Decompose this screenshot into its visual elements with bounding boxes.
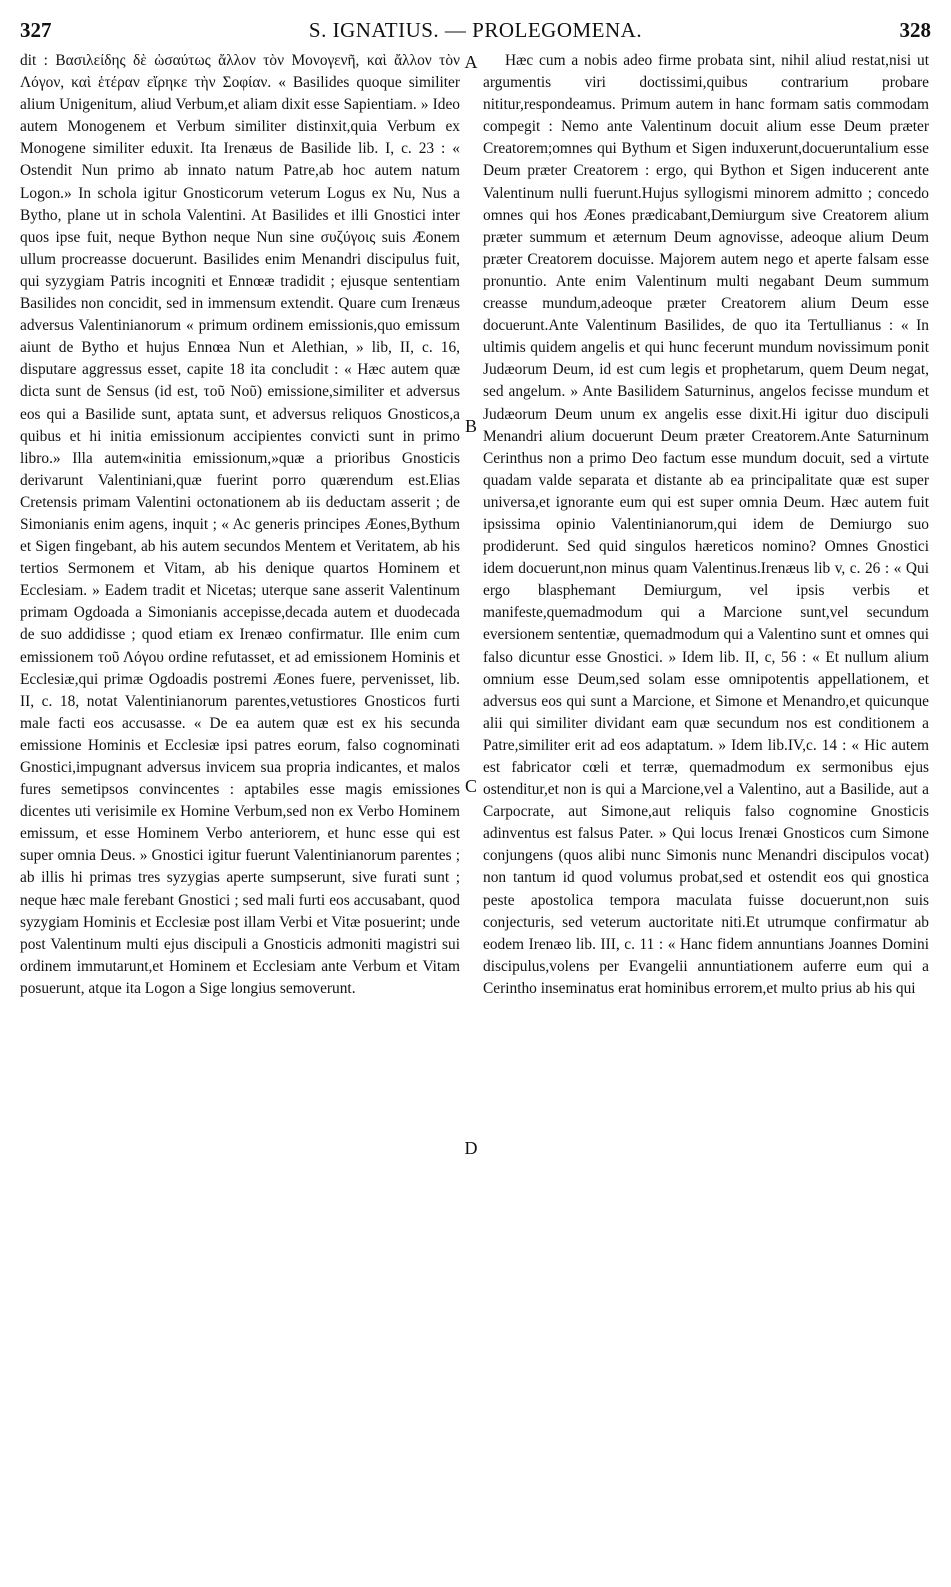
running-header [20, 14, 931, 44]
section-marker-a: A [464, 52, 478, 72]
right-column [483, 50, 929, 1000]
running-title: S. IGNATIUS. — PROLEGOMENA. [308, 18, 643, 42]
left-column [20, 50, 460, 1000]
section-marker-d: D [464, 1138, 478, 1158]
page-number-left: 327 [20, 18, 52, 42]
left-column-text: dit : Βασιλείδης δὲ ὡσαύτως ἄλλον τὸν Μονογενῆ, καὶ ἄλλον τὸν Λόγον, καὶ ἑτέραν εἴρηκε τὴν Σοφίαν. « Basilides quoque similiter alium Unigenitum, aliud Verbum,et aliam dixit esse Sapientiam. » Ideo autem Monogenem et Verbum similiter distinxit,quia Verbum ex Monogene similiter eduxit. Ita Irenæus de Basilide lib. I, c. 23 : « Ostendit Nun primo ab innato natum Patre,ab hoc autem natum Logon.» In schola igitur Gnosticorum veterum Logus ex Nu, Nus a Bytho, plane ut in schola Valentini. At Basilides et illi Gnostici inter quos ipse fuit, neque Bython neque Nun sine συζύγοις suis Æonem ullum procreasse docuerunt. Basilides enim Menandri discipulus fuit, qui syzygiam Patris incogniti et Ennœæ tradidit ; ejusque sententiam Basilides non concidit, sed in immensum extendit. Quare cum Irenæus adversus Valentinianorum « primum ordinem emissionis,quo emissum aiunt de Bytho et hujus Ennœa Nun et Alethian, » lib, II, c. 16, disputare aggressus esset, capite 18 ita concludit : « Hæc autem quæ dicta sunt de Sensus (id est, τοῦ Νοῦ) emissione,similiter et adversus eos qui a Basilide sunt, aptata sunt, et adversus reliquos Gnosticos,a quibus et hi initia emissionum accipientes convicti sunt in primo libro.» Illa autem«initia emissionum,»quæ a prioribus Gnosticis derivarunt Valentiniani,quæ fuerint porro quærendum est.Elias Cretensis primam Valentini octonationem ab iis deductam asserit ; de Simonianis enim agens, inquit ; « Ac generis principes Æones,Bythum et Sigen fingebant, ab his autem secundos Mentem et Veritatem, ab his tertios Sermonem et Vitam, ab his denique quartos Hominem et Ecclesiam. » Eadem tradit et Nicetas; uterque sane asserit Valentinum primam Ogdoada a Simonianis accepisse,decada autem et duodecada de suo addidisse ; quod etiam ex Irenæo confirmatur. Ille enim cum emissionem τοῦ Λόγου ordine refutasset, et ad emissionem Hominis et Ecclesiæ,qui primæ Ogdoadis postremi Æones fuere, pervenisset, lib. II, c. 18, notat Valentinianorum parentes,vetustiores Gnosticos furti male facti eos accusasse. « De ea autem quæ est ex his secunda emissione Hominis et Ecclesiæ ipsi patres eorum, falso cognominati Gnostici,impugnant adversus invicem sua propria indicantes, et malos fures semetipsos convincentes : aptabiles esse magis emissiones dicentes uti verisimile ex Homine Verbum,sed non ex Verbo Hominem emissum, et esse Hominem Verbo anteriorem, et hunc esse qui est super omnia Deus. » Gnostici igitur fuerunt Valentinianorum parentes ; ab illis hi primas tres syzygias aperte sumpserunt, sive furati sunt ; neque hæc male ferebant Gnostici ; sed mali furti eos accusabant, quod syzygiam Hominis et Ecclesiæ post illam Verbi et Vitæ posuerint; unde post Valentinum multi ejus discipuli a Gnosticis admoniti magistri sui ordinem immutarunt,et Hominem et Ecclesiam ante Verbum et Vitam posuerunt, atque ita Logon a Sige longius semoverunt. [20, 52, 460, 997]
right-column-text: Hæc cum a nobis adeo firme probata sint, nihil aliud restat,nisi ut argumentis viri doctissimi,quibus contrarium probare nititur,respondeamus. Primum autem in hanc formam satis commodam compegit : Nemo ante Valentinum docuit alium esse Deum præter Creatorem;omnes qui Bythum et Sigen induxerunt,docueruntalium esse Deum præter Creatorem : ergo, qui Bython et Sigen inducerent ante Valentinum nulli fuerunt.Hujus syllogismi minorem admitto ; concedo omnes qui hos Æones prædicabant,Demiurgum sive Creatorem alium præter summum et æternum Deum agnovisse, adeoque alium Deum præter Creatorem docuisse. Majorem autem nego et aperte falsam esse pronuntio. Ante enim Valentinum multi negabant Deum summum creasse mundum,adeoque præter Creatorem alium Deum esse docuerunt.Ante Valentinum Basilides, de quo ita Tertullianus : « In ultimis quidem angelis et qui hunc fecerunt mundum novissimum ponit Judæorum Deum, id est cum legis et prophetarum, quem Deum negat, sed angelum. » Ante Basilidem Saturninus, angelos fecisse mundum et Judæorum Deum unum ex angelis esse dixit.Hi igitur duo discipuli Menandri alium docuerunt Deum præter Creatorem.Ante Saturninum Cerinthus non a primo Deo factum esse mundum docuit, sed a virtute quadam valde separata et distante ab ea principalitate quæ est super universa,et ignorante eum qui est super omnia Deum. Hæc autem fuit ipsissima opinio Valentinianorum,qui idem de Demiurgo suo prodiderunt. Sed quid singulos hæreticos nomino? Omnes Gnostici idem docuerunt,non minus quam Valentinus.Irenæus lib v, c. 26 : « Qui ergo blasphemant Demiurgum, vel ipsis verbis et manifeste,quemadmodum qui a Marcione sunt,vel secundum eversionem sententiæ, quemadmodum qui a Valentino sunt et omnes qui falso dicuntur esse Gnostici. » Idem lib. II, c, 56 : « Et nullum alium omnium esse Deum,sed solam esse omnipotentis appellationem, et adversus eos qui sunt a Marcione, et Simone et Menandro,et quicunque alii qui similiter dividant eam quæ secundum nos est conditionem a Patre,similiter erit ad eos adaptatum. » Idem lib.IV,c. 14 : « Hic autem est fabricator cœli et terræ, quemadmodum ex sermonibus ejus ostenditur,et non is qui a Marcione,vel a Valentino, aut a Basilide, aut a Carpocrate, aut Simone,aut reliquis falso cognomine Gnosticis adinventus est falsus Pater. » Qui locus Irenæi Gnosticos cum Simone conjungens (quos alibi nunc Simonis nunc Menandri discipulos vocat) non tantum id quod volumus probat,sed et ostendit eos qui gnostica peste apostolica tempora maculata fuisse docuerunt,non suis conjecturis, sed veterum auctoritate niti.Et utrumque confirmatur ab eodem Irenæo lib. III, c. 11 : « Hanc fidem annuntians Joannes Domini discipulus,volens per Evangelii annuntiationem auferre eum qui a Cerintho inseminatus erat hominibus errorem,et multo prius ab his qui [483, 52, 929, 997]
section-marker-b: B [464, 416, 477, 436]
page-number-right: 328 [899, 18, 931, 42]
section-marker-c: C [464, 776, 477, 796]
